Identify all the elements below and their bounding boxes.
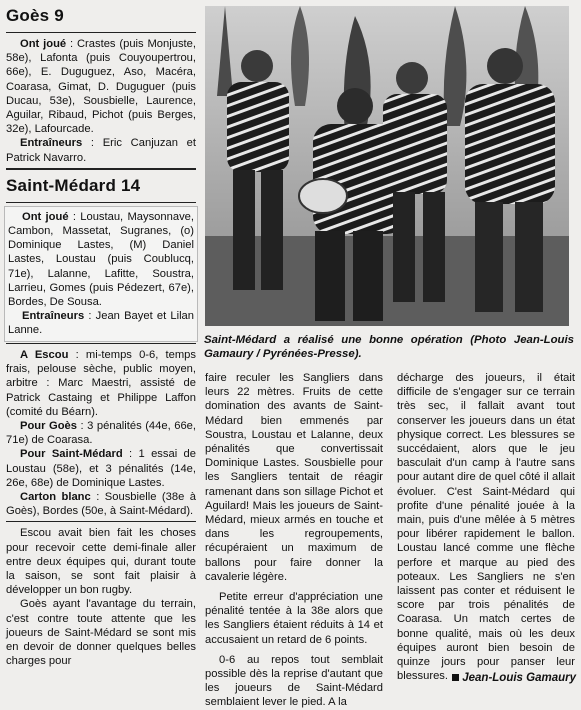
byline-square-icon bbox=[452, 674, 459, 681]
pour-stmedard-text: : 1 essai de Loustau (58e), et 3 pénalités (14e, 26e, 68e) de Dominique Lastes. bbox=[6, 448, 197, 489]
stmedard-title: Saint-Médard 14 bbox=[6, 175, 141, 195]
article-paragraph: Escou avait bien fait les choses pour recevoir cette demi-finale aller entre deux équipes qui, durant toute la saison, se sont fait plaisir à développer un bon rugby. bbox=[6, 527, 196, 597]
goes-ont-joue-label: Ont joué bbox=[20, 38, 67, 50]
goes-ont-joue-text: : Crastes (puis Monjuste, 58e), Lafonta (puis Couyoupertrou, 66e), E. Duguguez, Aso, Macéra, Coarasa, Gimat, D. Duguguer (puis Ducau, 53e), Sousbielle, Laurence, Aguilar, Ribaud, Pichot (puis Berges, 32e), Lafourcade. bbox=[6, 38, 196, 136]
article-column-2 bbox=[205, 371, 383, 710]
byline bbox=[430, 672, 576, 684]
stmedard-ont-joue-text: : Loustau, Maysonnave, Cambon, Massetat, Sugranes, (o) Dominique Lastes, (M) Daniel Lastes, Loustau (puis Coublucq, 71e), Lalanne, Lafitte, Soustra, Larrieu, Gomes (puis Pédezert, 67e), Bordes, De Sousa. bbox=[8, 210, 194, 309]
article-column-3 bbox=[397, 371, 575, 683]
goes-scoring bbox=[6, 419, 196, 447]
divider bbox=[6, 202, 196, 203]
match-facts bbox=[6, 343, 196, 668]
goes-entraineurs-label: Entraîneurs bbox=[20, 137, 83, 150]
cards bbox=[6, 490, 196, 518]
article-paragraph: 0-6 au repos tout semblait possible dès la reprise d'autant que les joueurs de Saint-Médard semblaient lever le pied. A la bbox=[205, 653, 383, 709]
photo-caption: Saint-Médard a réalisé une bonne opération (Photo Jean-Louis Gamaury / Pyrénées-Presse). bbox=[204, 334, 574, 361]
escou-label: A Escou bbox=[20, 349, 69, 361]
article-paragraph: faire reculer les Sangliers dans leurs 22 mètres. Fruits de cette domination des avants de Saint-Médard bien emmenés par Soustra, Loustau et Lalanne, deux pénalités que convertissait Dominique Lastes. Sousbielle pour les Sangliers tentait de réagir ramenant dans son sillage Pichot et Aguilard! Mais les joueurs de Saint-Médard, mieux armés en touche et dans les regroupements, récupéraient un maximum de ballons pour faire donner la cavalerie légère. bbox=[205, 372, 383, 583]
rugby-photo bbox=[205, 6, 569, 326]
goes-title: Goès 9 bbox=[6, 6, 64, 25]
stmedard-box bbox=[4, 206, 198, 342]
article-paragraph: décharge des joueurs, il était difficile de s'engager sur ce terrain très sec, il fallait avant tout conserver les joueurs dans un état physique correct. Les blessures se succédaient, alors que le jeu basculait d'un camp à l'autre sans pour autant dire de quel côté il allait évoluer. C'est Saint-Médard qui profite d'une pénalité jouée à la main, puis d'une mêlée à 5 mètres pour libérer rapidement le ballon. Loustau lancé comme une flèche perfore et marque au pied des poteaux. Les Sangliers ne s'en laissent pas conter et réduisent le score par trois pénalités de Coarasa. Un match certes de bonne qualité, mais où les deux équipes auront bien besoin de quinze jours pour panser leur blessures. bbox=[397, 372, 575, 683]
venue-info bbox=[6, 348, 196, 419]
stmedard-entraineurs-text: : Jean Bayet et Lilan Lanne. bbox=[8, 310, 194, 337]
carton-label: Carton blanc bbox=[20, 491, 91, 504]
escou-text: : mi-temps 0-6, temps frais, pelouse sèche, public moyen, arbitre : Marc Maestri, assisté de Patrick Castaing et Philippe Laffon (comité du Béarn). bbox=[6, 349, 196, 418]
goes-lineup bbox=[6, 37, 196, 136]
pour-goes-text: : 3 pénalités (44e, 66e, 71e) de Coarasa. bbox=[6, 420, 196, 447]
team-sheets bbox=[6, 6, 196, 342]
article-paragraph: Petite erreur d'appréciation une pénalité tentée à la 38e alors que les Sangliers étaient réduits à 14 et accusaient un retard de 6 points. bbox=[205, 591, 383, 646]
stmedard-lineup bbox=[8, 210, 194, 309]
stmedard-scoring bbox=[6, 447, 196, 490]
byline-name: Jean-Louis Gamaury bbox=[462, 672, 576, 684]
pour-stmedard-label: Pour Saint-Médard bbox=[20, 448, 123, 461]
divider bbox=[6, 168, 196, 170]
pour-goes-label: Pour Goès bbox=[20, 420, 77, 433]
article-paragraph: Goès ayant l'avantage du terrain, c'est contre toute attente que les joueurs de Saint-Médard se sont mis en devoir de donner quelques belles charges pour bbox=[6, 598, 196, 668]
stmedard-entraineurs-label: Entraîneurs bbox=[22, 310, 85, 323]
goes-entraineurs-text: : Eric Canjuzan et Patrick Navarro. bbox=[6, 137, 196, 164]
carton-text: : Sousbielle (38e à Goès), Bordes (50e, à Saint-Médard). bbox=[6, 491, 196, 518]
stmedard-coaches bbox=[8, 309, 194, 337]
stmedard-ont-joue-label: Ont joué bbox=[22, 210, 69, 223]
goes-coaches bbox=[6, 136, 196, 164]
rugby-photo-image bbox=[205, 6, 569, 326]
